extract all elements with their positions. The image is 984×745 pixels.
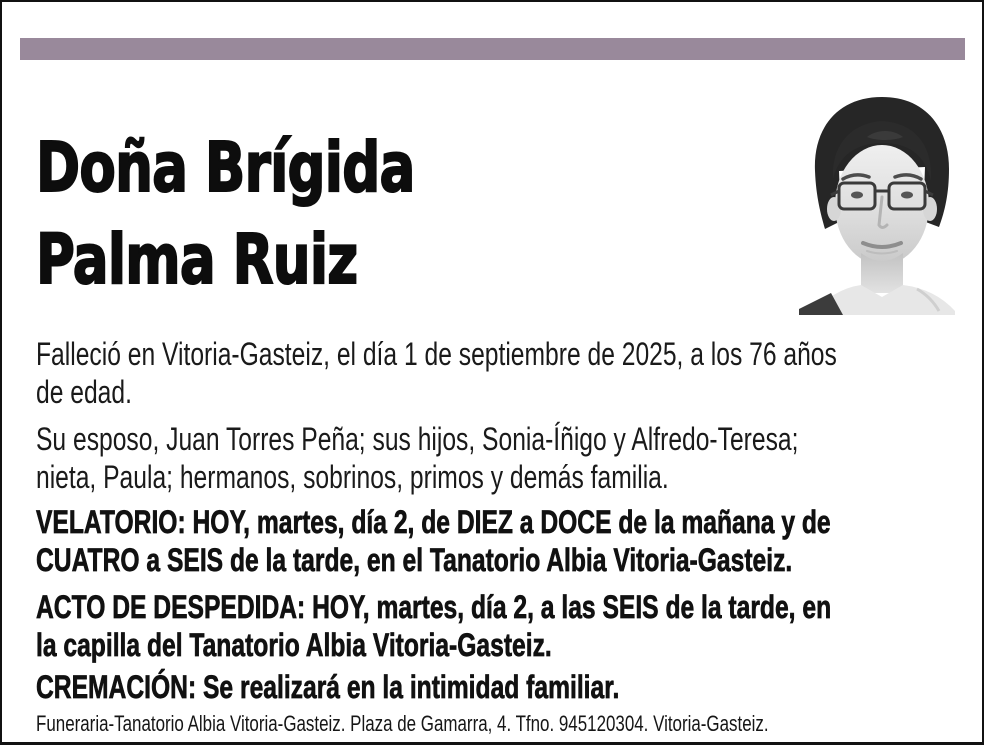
despedida-line1: ACTO DE DESPEDIDA: HOY, martes, día 2, a las SEIS de la tarde, en — [36, 589, 832, 625]
deceased-name-line2: Palma Ruiz — [36, 220, 358, 300]
despedida-paragraph — [36, 588, 984, 664]
family-line2: nieta, Paula; hermanos, sobrinos, primos y demás familia. — [36, 459, 669, 495]
family-paragraph — [36, 420, 984, 496]
death-notice-line2: de edad. — [36, 374, 132, 410]
death-notice-line1: Falleció en Vitoria-Gasteiz, el día 1 de septiembre de 2025, a los 76 años — [36, 336, 837, 372]
cremacion-line1: CREMACIÓN: Se realizará en la intimidad familiar. — [36, 669, 620, 705]
velatorio-line1: VELATORIO: HOY, martes, día 2, de DIEZ a DOCE de la mañana y de — [36, 504, 831, 540]
cremacion-paragraph — [36, 668, 984, 706]
obituary-content — [36, 0, 984, 737]
death-notice-paragraph — [36, 335, 984, 411]
velatorio-paragraph — [36, 503, 984, 579]
funeral-home-footer: Funeraria-Tanatorio Albia Vitoria-Gasteiz. Plaza de Gamarra, 4. Tfno. 945120304. Vitoria-Gasteiz. — [36, 711, 769, 736]
deceased-name-line1: Doña Brígida — [36, 128, 415, 208]
family-line1: Su esposo, Juan Torres Peña; sus hijos, Sonia-Íñigo y Alfredo-Teresa; — [36, 421, 799, 457]
despedida-line2: la capilla del Tanatorio Albia Vitoria-Gasteiz. — [36, 627, 552, 663]
deceased-name-title — [36, 122, 984, 306]
velatorio-line2: CUATRO a SEIS de la tarde, en el Tanatorio Albia Vitoria-Gasteiz. — [36, 542, 793, 578]
